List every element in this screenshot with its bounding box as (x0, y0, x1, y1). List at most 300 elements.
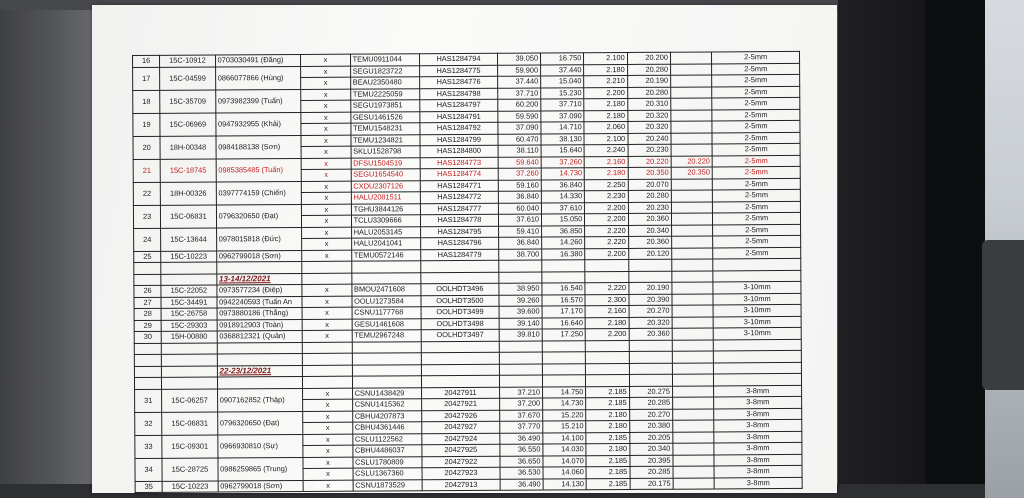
table-cell: 2-5mm (713, 224, 801, 236)
table-cell: HAS1284779 (421, 249, 499, 261)
table-cell (671, 213, 712, 225)
table-cell: CSNU1873529 (353, 479, 423, 491)
table-cell (422, 375, 500, 387)
table-cell: BEAU2350480 (350, 77, 420, 89)
background-device (982, 240, 1024, 390)
table-cell: CSLU1780809 (353, 456, 423, 468)
table-cell: 20427913 (422, 479, 500, 491)
table-cell: 2.185 (586, 432, 629, 444)
table-cell: 2.185 (586, 386, 629, 398)
check-mark: x (301, 100, 350, 112)
table-cell (303, 376, 352, 388)
table-cell: 20.190 (627, 75, 670, 87)
truck-plate: 15C-06831 (162, 411, 218, 434)
monitor-bezel (925, 0, 987, 498)
table-cell: CSLU1122562 (352, 433, 422, 445)
table-cell (673, 431, 714, 443)
table-cell: HAS1284774 (420, 168, 498, 180)
table-cell: SKLU1528798 (351, 146, 421, 158)
truck-plate: 15C-28725 (162, 457, 218, 480)
table-cell (162, 377, 217, 389)
table-cell: CBHU4207873 (352, 410, 422, 422)
table-cell: 20.270 (629, 305, 672, 317)
table-cell (134, 274, 161, 286)
table-cell: OOLHDT3497 (421, 329, 499, 341)
table-cell: 37.210 (499, 386, 542, 398)
table-cell: 2.100 (584, 52, 627, 64)
table-cell: 37.670 (499, 409, 542, 421)
table-cell: HAS1284795 (421, 226, 499, 238)
table-cell: 3-8mm (714, 465, 802, 477)
date-label: 22-23/12/2021 (217, 365, 303, 377)
driver-phone: 0962799018 (Sơn) (218, 480, 304, 492)
table-cell (303, 342, 352, 354)
truck-plate: 15C-06831 (161, 204, 217, 227)
table-cell (713, 270, 801, 282)
table-cell: 20.070 (628, 179, 671, 191)
table-cell (671, 144, 712, 156)
table-cell: CBHU4361446 (352, 422, 422, 434)
truck-plate: 15C-18745 (160, 158, 216, 181)
table-cell (672, 305, 713, 317)
table-cell: 15.050 (541, 214, 584, 226)
table-cell: 20427924 (422, 433, 500, 445)
table-cell: 2.220 (585, 282, 628, 294)
check-mark: x (303, 388, 352, 400)
table-cell (671, 86, 712, 98)
table-cell: 36.850 (542, 225, 585, 237)
table-cell: 36.840 (498, 191, 541, 203)
table-cell (585, 271, 628, 283)
driver-phone: 0866077866 (Hùng) (215, 66, 301, 90)
table-cell: 20.220 (628, 156, 671, 168)
table-cell: 2.160 (584, 156, 627, 168)
table-cell (352, 364, 422, 376)
table-cell: 2-5mm (712, 97, 800, 109)
check-mark: x (302, 215, 351, 227)
table-cell (585, 259, 628, 271)
table-cell (714, 362, 802, 374)
table-cell (499, 340, 542, 352)
check-mark: x (302, 296, 351, 308)
table-cell: 16.640 (542, 317, 585, 329)
table-cell (134, 366, 161, 378)
table-cell (216, 261, 302, 273)
table-cell: 20.340 (628, 225, 671, 237)
table-cell (671, 224, 712, 236)
table-cell: 20.280 (627, 87, 670, 99)
table-cell (672, 374, 713, 386)
table-cell (673, 443, 714, 455)
table-cell: 2.250 (585, 179, 628, 191)
table-cell: 3-10mm (713, 327, 801, 339)
table-cell: 59.640 (498, 157, 541, 169)
table-cell: 2.060 (584, 121, 627, 133)
row-number: 32 (135, 412, 162, 435)
table-cell: 2-5mm (712, 143, 800, 155)
table-cell: 20.340 (630, 443, 673, 455)
table-cell: OOLHDT3500 (421, 295, 499, 307)
table-cell: 14.130 (543, 478, 586, 490)
table-cell: TGHU3844126 (351, 203, 421, 215)
driver-phone: 0966930810 (Sự) (217, 434, 303, 458)
truck-plate: 18H-00348 (160, 135, 216, 158)
table-cell: 20.390 (629, 294, 672, 306)
table-cell: 36.840 (541, 179, 584, 191)
table-cell: 3-10mm (713, 281, 801, 293)
table-cell: CSNU1177768 (352, 307, 422, 319)
table-cell (673, 454, 714, 466)
table-cell: 20.310 (627, 98, 670, 110)
table-cell: 39.140 (499, 317, 542, 329)
table-cell: 36.550 (500, 444, 543, 456)
table-cell: 2-5mm (713, 189, 801, 201)
check-mark: x (301, 54, 350, 66)
table-cell (134, 262, 161, 274)
check-mark: x (301, 89, 350, 101)
table-cell: 20427911 (422, 387, 500, 399)
row-number: 16 (133, 55, 160, 67)
table-cell (542, 375, 585, 387)
table-cell: 37.440 (541, 64, 584, 76)
row-number: 23 (133, 205, 160, 228)
table-cell: 20.360 (629, 328, 672, 340)
table-cell: HAS1284776 (420, 76, 498, 88)
table-cell: 2.180 (585, 167, 628, 179)
table-cell: CBHU4486037 (352, 445, 422, 457)
table-cell: 37.260 (541, 156, 584, 168)
table-cell (673, 408, 714, 420)
table-cell: 15.220 (543, 409, 586, 421)
table-cell (586, 374, 629, 386)
table-cell: 3-10mm (713, 293, 801, 305)
table-cell (161, 342, 216, 354)
table-cell: 37.610 (498, 214, 541, 226)
table-cell: SEGU1973851 (350, 100, 420, 112)
table-cell: 38.950 (499, 283, 542, 295)
table-cell: 2.210 (584, 75, 627, 87)
table-cell (672, 270, 713, 282)
table-cell: 2-5mm (712, 63, 800, 75)
table-cell: 20.380 (629, 420, 672, 432)
table-cell (303, 353, 352, 365)
spreadsheet-printout (132, 51, 805, 493)
table-cell: TEMU1234821 (351, 134, 421, 146)
table-cell (351, 261, 421, 273)
table-cell (303, 365, 352, 377)
table-cell: 39.260 (499, 295, 542, 307)
table-cell: HAS1284773 (420, 157, 498, 169)
table-cell: 15.640 (541, 145, 584, 157)
table-cell (134, 343, 161, 355)
truck-plate: 15C-06257 (162, 388, 218, 411)
table-cell: 36.490 (500, 432, 543, 444)
truck-plate: 15C-13644 (161, 227, 217, 250)
table-cell (586, 351, 629, 363)
row-number: 18 (133, 90, 160, 113)
truck-plate: 15C-29303 (161, 319, 216, 331)
table-cell (672, 247, 713, 259)
table-cell: 20.120 (628, 248, 671, 260)
table-cell: 3-8mm (714, 442, 802, 454)
row-number: 20 (133, 136, 160, 159)
table-cell: 14.730 (541, 168, 584, 180)
table-cell (217, 342, 303, 354)
table-cell (134, 354, 161, 366)
table-cell: 20427922 (422, 456, 500, 468)
table-cell (714, 373, 802, 385)
table-cell: HALU2081511 (351, 192, 421, 204)
table-cell (161, 273, 216, 285)
truck-plate: 15C-10223 (161, 250, 216, 262)
table-cell (162, 354, 217, 366)
table-cell: 2.185 (586, 478, 629, 490)
row-number: 28 (134, 308, 161, 320)
table-cell (672, 282, 713, 294)
table-cell: 2.220 (585, 236, 628, 248)
table-cell: 2.180 (586, 420, 629, 432)
table-cell (671, 109, 712, 121)
table-cell (713, 339, 801, 351)
table-cell: 20.285 (629, 397, 672, 409)
table-cell: 20.350 (671, 167, 712, 179)
driver-phone: 0985385485 (Tuấn) (216, 158, 302, 182)
table-cell (421, 272, 499, 284)
table-cell: 2.180 (585, 317, 628, 329)
table-cell: 16.750 (541, 53, 584, 65)
truck-plate: 15C-34491 (161, 296, 216, 308)
table-cell: 3-8mm (714, 477, 802, 489)
driver-phone: 0918912903 (Toàn) (217, 319, 303, 331)
row-number: 33 (135, 435, 162, 458)
table-cell: 2-5mm (712, 132, 800, 144)
table-cell: 20427925 (422, 444, 500, 456)
printed-document (92, 5, 837, 493)
table-cell: 37.090 (498, 122, 541, 134)
table-cell: 2-5mm (712, 166, 800, 178)
row-number: 31 (135, 389, 162, 412)
table-cell: 20427923 (422, 467, 500, 479)
table-cell: 14.100 (543, 432, 586, 444)
table-cell: HAS1284777 (421, 203, 499, 215)
table-cell (629, 340, 672, 352)
table-cell: HAS1284792 (420, 122, 498, 134)
table-cell: 36.650 (500, 455, 543, 467)
table-cell (352, 341, 422, 353)
truck-plate: 15C-04599 (160, 66, 216, 89)
truck-plate: 15C-35709 (160, 89, 216, 112)
table-cell: 14.260 (542, 237, 585, 249)
table-cell (672, 259, 713, 271)
table-cell: 14.750 (543, 386, 586, 398)
table-cell: 20.270 (629, 409, 672, 421)
table-cell (670, 52, 711, 64)
check-mark: x (301, 158, 350, 170)
check-mark: x (302, 284, 351, 296)
check-mark: x (303, 480, 352, 492)
table-cell: TEMU2967248 (352, 330, 422, 342)
table-cell: 3-8mm (714, 419, 802, 431)
table-cell: 17.170 (542, 306, 585, 318)
table-cell: 20.275 (629, 386, 672, 398)
table-cell: HAS1284791 (420, 111, 498, 123)
table-cell: 15.230 (541, 87, 584, 99)
table-cell: 2-5mm (712, 51, 800, 63)
table-cell: HALU2041041 (351, 238, 421, 250)
table-cell: 2.180 (586, 409, 629, 421)
table-cell (499, 272, 542, 284)
table-cell: TEMU2225059 (350, 88, 420, 100)
table-cell: TEMU0572146 (351, 249, 421, 261)
check-mark: x (302, 227, 351, 239)
check-mark: x (303, 457, 352, 469)
row-number: 17 (133, 67, 160, 90)
table-cell: 2.220 (585, 225, 628, 237)
table-cell (673, 477, 714, 489)
table-cell: 20.230 (628, 202, 671, 214)
table-cell: 2-5mm (712, 109, 800, 121)
check-mark: x (302, 192, 351, 204)
table-cell: 3-8mm (714, 385, 802, 397)
table-cell: HAS1284775 (420, 65, 498, 77)
row-number: 25 (134, 251, 161, 263)
table-cell (671, 63, 712, 75)
table-cell: 2.160 (585, 305, 628, 317)
table-cell: 2.185 (586, 397, 629, 409)
table-cell: GESU1461608 (352, 318, 422, 330)
truck-plate: 15C-09301 (162, 434, 218, 457)
table-cell: HAS1284798 (420, 88, 498, 100)
table-cell (542, 260, 585, 272)
table-cell: 2.180 (584, 64, 627, 76)
table-cell: 20.320 (627, 110, 670, 122)
table-cell: 2.185 (586, 466, 629, 478)
table-cell: 2.185 (586, 455, 629, 467)
table-cell (714, 350, 802, 362)
table-cell: BMOU2471608 (352, 284, 422, 296)
table-cell (421, 260, 499, 272)
table-cell (352, 376, 422, 388)
table-cell (671, 98, 712, 110)
table-cell: 20.320 (629, 317, 672, 329)
truck-plate: 15C-10223 (162, 480, 217, 492)
driver-phone: 0973982399 (Tuấn) (215, 89, 301, 113)
table-cell: HAS1284778 (421, 214, 499, 226)
table-cell (352, 353, 422, 365)
table-cell (351, 272, 421, 284)
table-cell: HAS1284794 (420, 53, 498, 65)
table-cell: 37.610 (541, 202, 584, 214)
table-cell: 2-5mm (713, 247, 801, 259)
truck-plate: 15C-10912 (160, 55, 215, 67)
driver-phone: 0973880186 (Thắng) (217, 307, 303, 319)
table-cell (672, 293, 713, 305)
table-cell: HAS1284800 (420, 145, 498, 157)
table-cell: 20.240 (628, 133, 671, 145)
table-cell: OOLHDT3499 (421, 306, 499, 318)
table-cell (302, 261, 351, 273)
row-number: 34 (135, 458, 162, 481)
table-cell: 16.570 (542, 294, 585, 306)
table-cell: 20.200 (627, 52, 670, 64)
table-cell: 16.540 (542, 283, 585, 295)
truck-plate: 15C-22052 (161, 285, 216, 297)
table-cell: 60.040 (498, 203, 541, 215)
row-number: 29 (134, 320, 161, 332)
table-cell: 20427927 (422, 421, 500, 433)
row-number: 22 (133, 182, 160, 205)
table-cell: 2.240 (584, 144, 627, 156)
table-cell (629, 374, 672, 386)
table-cell: OOLHDT3498 (421, 318, 499, 330)
table-cell: 2.180 (584, 98, 627, 110)
table-cell (672, 351, 713, 363)
table-cell: HAS1284797 (420, 99, 498, 111)
driver-phone: 0986259865 (Trung) (218, 457, 304, 481)
table-cell (713, 258, 801, 270)
truck-plate: 15C-26758 (161, 308, 216, 320)
table-cell: DFSU1504519 (351, 157, 421, 169)
table-cell: CSLU1367360 (353, 468, 423, 480)
table-cell: 3-8mm (714, 408, 802, 420)
check-mark: x (303, 399, 352, 411)
table-cell (586, 340, 629, 352)
table-cell: 59.160 (498, 180, 541, 192)
row-number: 19 (133, 113, 160, 136)
table-cell: 37.770 (499, 421, 542, 433)
table-cell: 20.320 (628, 121, 671, 133)
table-cell: 16.380 (542, 248, 585, 260)
table-cell: CXDU2307126 (351, 180, 421, 192)
table-cell: 3-10mm (713, 304, 801, 316)
table-cell (673, 466, 714, 478)
driver-phone: 0942240593 (Tuấn An (217, 296, 303, 308)
table-cell (499, 352, 542, 364)
table-cell: 2.230 (585, 190, 628, 202)
table-cell (161, 262, 216, 274)
table-cell: 59.590 (498, 111, 541, 123)
table-cell: 20.175 (630, 478, 673, 490)
check-mark: x (302, 204, 351, 216)
container-weight-table (132, 51, 803, 493)
row-number: 21 (133, 159, 160, 182)
table-cell: 37.260 (498, 168, 541, 180)
table-cell: 2.200 (585, 248, 628, 260)
table-cell: TEMU0911044 (350, 54, 420, 66)
table-cell: 37.200 (499, 398, 542, 410)
table-cell (629, 363, 672, 375)
table-cell (499, 375, 542, 387)
table-cell: 39.810 (499, 329, 542, 341)
table-cell: 17.250 (542, 329, 585, 341)
table-cell (498, 260, 541, 272)
table-cell (134, 377, 161, 389)
table-cell (671, 75, 712, 87)
table-cell: 20.350 (628, 167, 671, 179)
table-cell: 3-8mm (714, 431, 802, 443)
truck-plate: 15H-00880 (161, 331, 216, 343)
check-mark: x (301, 146, 350, 158)
table-cell: 37.440 (497, 76, 540, 88)
driver-phone: 0984188138 (Sơn) (216, 135, 302, 159)
table-cell: 2.180 (586, 443, 629, 455)
table-cell: 2-5mm (712, 74, 800, 86)
table-cell: 2-5mm (712, 120, 800, 132)
check-mark: x (302, 181, 351, 193)
table-cell: 20427926 (422, 410, 500, 422)
table-cell (673, 420, 714, 432)
table-cell (671, 190, 712, 202)
